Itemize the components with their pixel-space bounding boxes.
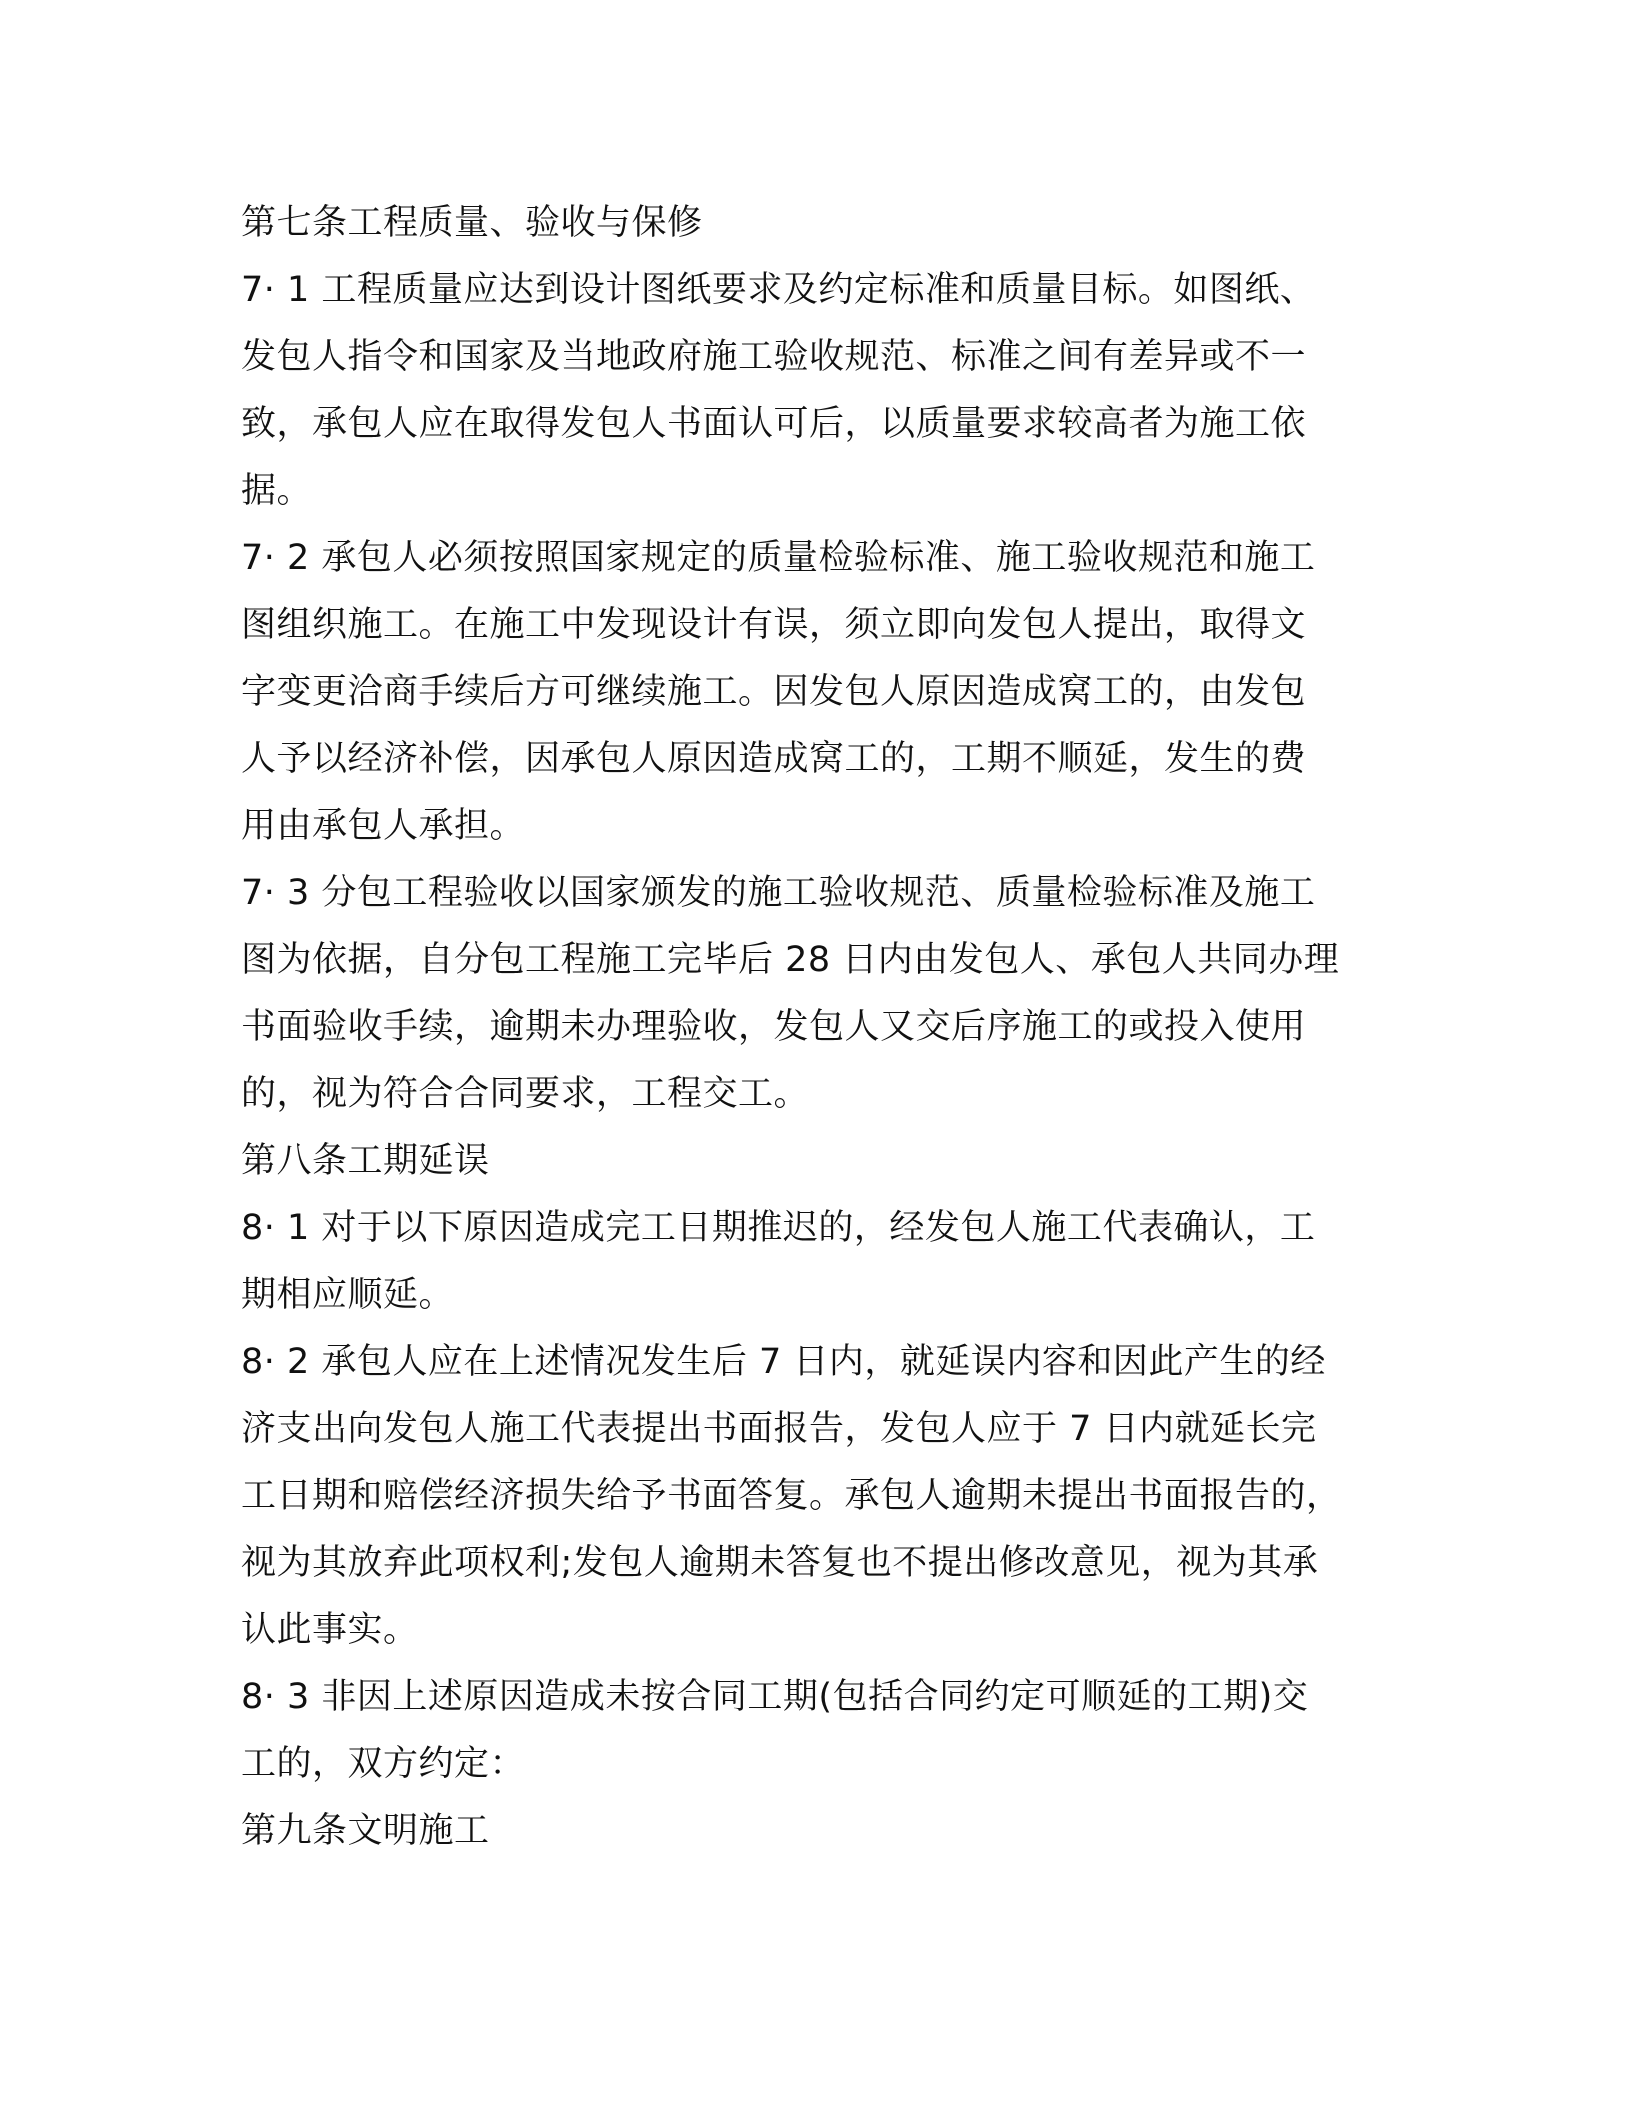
- paragraph-line: 的，视为符合合同要求，工程交工。: [241, 1074, 810, 1114]
- paragraph-line: 书面验收手续，逾期未办理验收，发包人又交后序施工的或投入使用: [241, 1007, 1307, 1047]
- document-body: [241, 190, 1391, 1865]
- paragraph-line: 7· 3 分包工程验收以国家颁发的施工验收规范、质量检验标准及施工: [241, 873, 1316, 913]
- paragraph-line: 工日期和赔偿经济损失给予书面答复。承包人逾期未提出书面报告的，: [241, 1476, 1342, 1516]
- paragraph-line: 工的，双方约定：: [241, 1744, 526, 1784]
- paragraph-line: 发包人指令和国家及当地政府施工验收规范、标准之间有差异或不一: [241, 337, 1307, 377]
- paragraph-line: 致，承包人应在取得发包人书面认可后，以质量要求较高者为施工依: [241, 404, 1307, 444]
- paragraph-line: 7· 2 承包人必须按照国家规定的质量检验标准、施工验收规范和施工: [241, 538, 1316, 578]
- paragraph-line: 图组织施工。在施工中发现设计有误，须立即向发包人提出，取得文: [241, 605, 1307, 645]
- paragraph-line: 期相应顺延。: [241, 1275, 455, 1315]
- paragraph-line: 8· 2 承包人应在上述情况发生后 7 日内，就延误内容和因此产生的经: [241, 1342, 1326, 1382]
- paragraph-line: 7· 1 工程质量应达到设计图纸要求及约定标准和质量目标。如图纸、: [241, 270, 1316, 310]
- article-8-heading: 第八条工期延误: [241, 1141, 490, 1181]
- article-7-heading: 第七条工程质量、验收与保修: [241, 203, 703, 243]
- paragraph-line: 用由承包人承担。: [241, 806, 526, 846]
- paragraph-line: 视为其放弃此项权利;发包人逾期未答复也不提出修改意见，视为其承: [241, 1543, 1319, 1583]
- paragraph-line: 图为依据，自分包工程施工完毕后 28 日内由发包人、承包人共同办理: [241, 940, 1340, 980]
- article-9-heading: 第九条文明施工: [241, 1811, 490, 1851]
- paragraph-line: 济支出向发包人施工代表提出书面报告，发包人应于 7 日内就延长完: [241, 1409, 1317, 1449]
- paragraph-line: 认此事实。: [241, 1610, 419, 1650]
- paragraph-line: 8· 1 对于以下原因造成完工日期推迟的，经发包人施工代表确认，工: [241, 1208, 1316, 1248]
- paragraph-line: 8· 3 非因上述原因造成未按合同工期(包括合同约定可顺延的工期)交: [241, 1677, 1309, 1717]
- paragraph-line: 字变更洽商手续后方可继续施工。因发包人原因造成窝工的，由发包: [241, 672, 1307, 712]
- paragraph-line: 据。: [241, 471, 313, 511]
- paragraph-line: 人予以经济补偿，因承包人原因造成窝工的，工期不顺延，发生的费: [241, 739, 1307, 779]
